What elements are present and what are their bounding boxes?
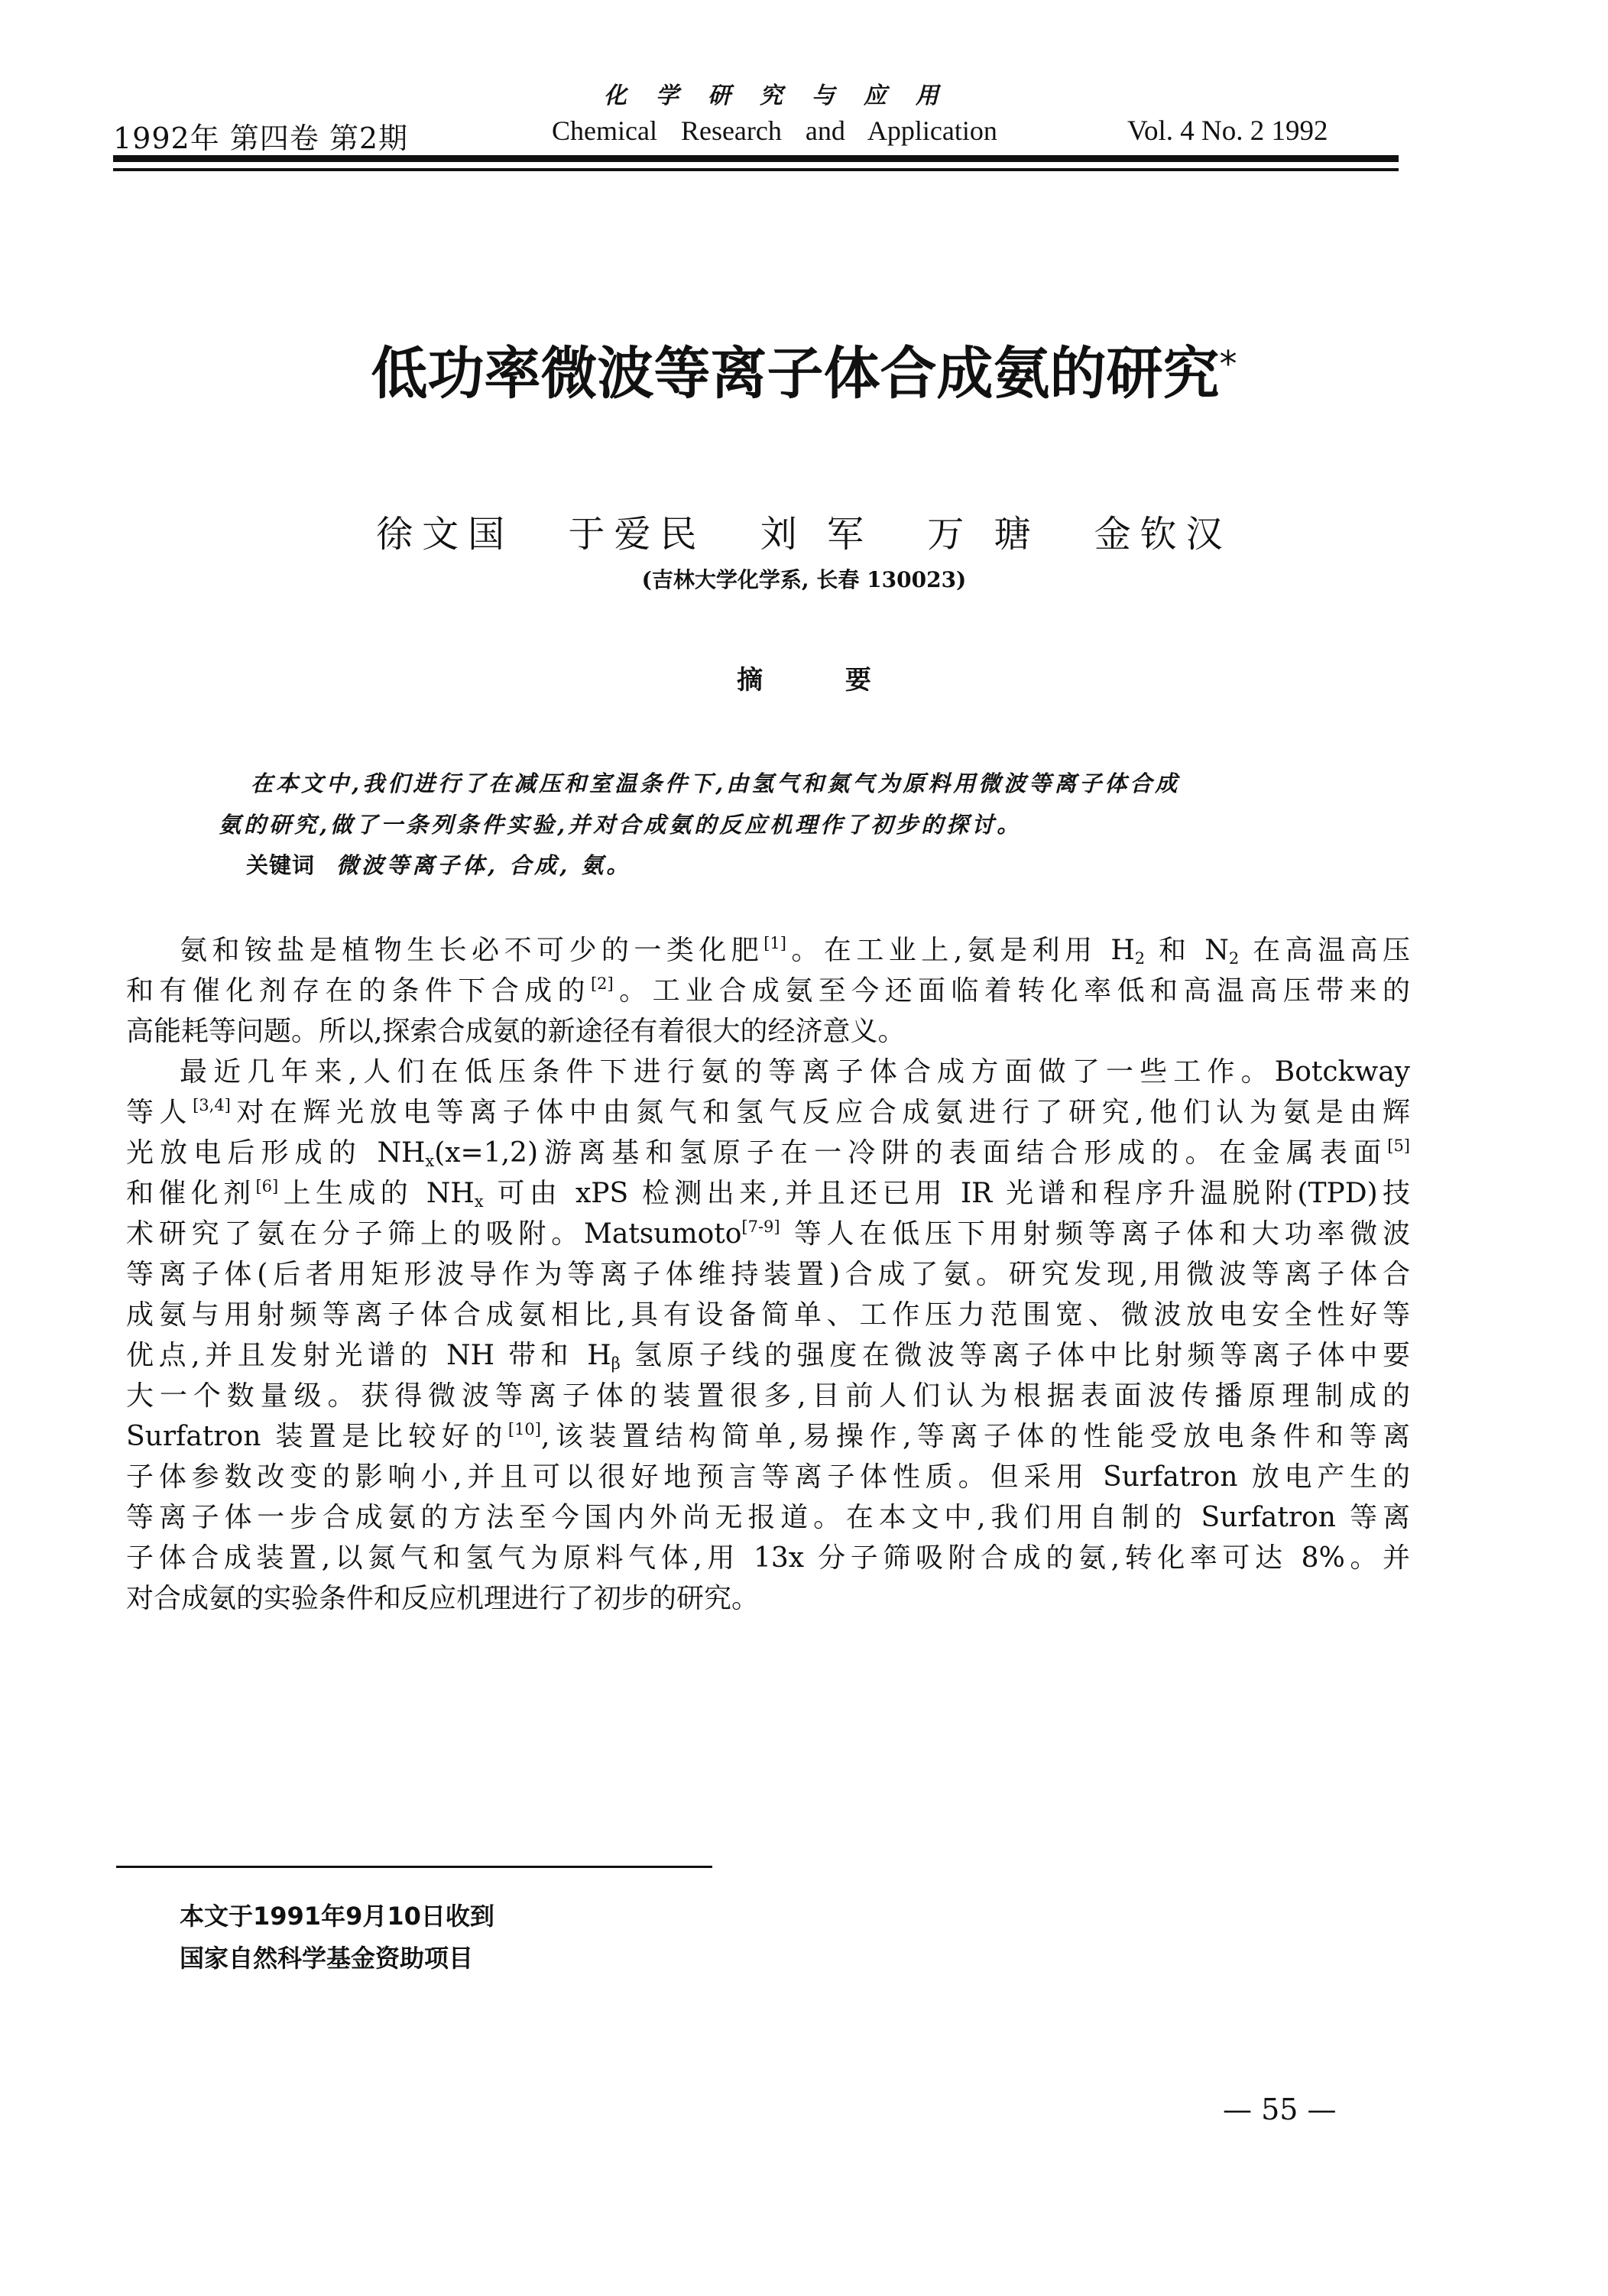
text-run: 和 N (1145, 935, 1229, 966)
abstract-heading: 摘 要 (737, 665, 908, 696)
footnote-rule (116, 1866, 712, 1868)
keywords (246, 848, 631, 880)
author: 刘 军 (760, 513, 873, 556)
author: 万 瑭 (927, 513, 1040, 556)
header-rule-thin (113, 168, 1399, 171)
body-line (126, 1015, 1410, 1049)
author: 金钦汉 (1094, 513, 1232, 556)
author: 于爱民 (568, 513, 706, 556)
text-run: 大一个数量级。获得微波等离子体的装置很多,目前人们认为根据表面波传播原理制成的 (126, 1380, 1410, 1412)
text-run: Surfatron 装置是比较好的 (126, 1421, 508, 1452)
citation-ref: [1] (763, 934, 786, 952)
body-line (180, 934, 1410, 968)
text-run: 上生成的 NH (278, 1178, 475, 1209)
header-journal-cn: 化学研究与应用 (604, 83, 968, 109)
title-footnote-mark: * (1219, 343, 1237, 384)
author: 徐文国 (376, 513, 514, 556)
author-list (0, 504, 1608, 557)
subscript: 2 (1134, 949, 1146, 968)
body-line (126, 1339, 1410, 1373)
text-run: ,该装置结构简单,易操作,等离子体的性能受放电条件和等离 (540, 1421, 1410, 1452)
body-line (126, 1501, 1410, 1535)
text-run: 等人 (126, 1097, 193, 1128)
text-run: 对在辉光放电等离子体中由氮气和氢气反应合成氨进行了研究,他们认为氨是由辉 (230, 1097, 1410, 1128)
text-run: 优点,并且发射光谱的 NH 带和 H (126, 1340, 611, 1371)
body-line (126, 1542, 1410, 1575)
header-rule-thick (113, 155, 1399, 162)
body-line (126, 1582, 1410, 1616)
body-line (126, 1258, 1410, 1292)
body-line (126, 1218, 1410, 1251)
body-line (126, 1380, 1410, 1413)
text-run: 氢原子线的强度在微波等离子体中比射频等离子体中要 (620, 1340, 1410, 1371)
text-run: 对合成氨的实验条件和反应机理进行了初步的研究。 (126, 1583, 760, 1614)
body-line (126, 1177, 1410, 1211)
keywords-label: 关键词 (246, 852, 316, 878)
citation-ref: [7-9] (741, 1218, 780, 1236)
subscript: 2 (1228, 949, 1240, 968)
text-run: 和催化剂 (126, 1178, 256, 1209)
text-run: 。在工业上,氨是利用 H (786, 935, 1135, 966)
text-run: 在高温高压 (1239, 935, 1410, 966)
footnote-funding: 国家自然科学基金资助项目 (180, 1944, 474, 1973)
text-run: 成氨与用射频等离子体合成氨相比,具有设备简单、工作压力范围宽、微波放电安全性好等 (126, 1299, 1410, 1331)
subscript: x (474, 1192, 484, 1211)
title-text: 低功率微波等离子体合成氨的研究 (371, 341, 1220, 407)
body-line (180, 1056, 1410, 1089)
text-run: 。工业合成氨至今还面临着转化率低和高温高压带来的 (613, 975, 1410, 1007)
subscript: x (425, 1152, 435, 1170)
citation-ref: [3,4] (193, 1096, 231, 1114)
text-run: 氨和铵盐是植物生长必不可少的一类化肥 (180, 935, 764, 966)
affiliation: (吉林大学化学系, 长春 130023) (641, 567, 967, 592)
body-line (126, 1137, 1410, 1170)
body-line (126, 1461, 1410, 1494)
citation-ref: [5] (1387, 1137, 1410, 1155)
header-issue-cn: 1992年 第四卷 第2期 (113, 122, 409, 155)
text-run: 光放电后形成的 NH (126, 1137, 426, 1169)
text-run: 等离子体一步合成氨的方法至今国内外尚无报道。在本文中,我们用自制的 Surfatron 等离 (126, 1502, 1410, 1533)
text-run: 最近几年来,人们在低压条件下进行氨的等离子体合成方面做了一些工作。Botckway (180, 1056, 1410, 1088)
text-run: 子体合成装置,以氮气和氢气为原料气体,用 13x 分子筛吸附合成的氨,转化率可达 8%。并 (126, 1542, 1410, 1574)
body-line (126, 1096, 1410, 1130)
subscript: β (611, 1354, 621, 1373)
text-run: 等离子体(后者用矩形波导作为等离子体维持装置)合成了氨。研究发现,用微波等离子体合 (126, 1259, 1410, 1290)
text-run: 高能耗等问题。所以,探索合成氨的新途径有着很大的经济意义。 (126, 1016, 906, 1047)
keywords-text: 微波等离子体, 合成, 氨。 (336, 852, 632, 878)
citation-ref: [2] (590, 975, 614, 993)
text-run: (x=1,2)游离基和氢原子在一冷阱的表面结合形成的。在金属表面 (434, 1137, 1388, 1169)
abstract-line: 氨的研究,做了一条列条件实验,并对合成氨的反应机理作了初步的探讨。 (219, 812, 1023, 838)
body-line (126, 975, 1410, 1008)
citation-ref: [10] (507, 1420, 541, 1438)
text-run: 和有催化剂存在的条件下合成的 (126, 975, 591, 1007)
text-run: 可由 xPS 检测出来,并且还已用 IR 光谱和程序升温脱附(TPD)技 (483, 1178, 1410, 1209)
citation-ref: [6] (255, 1177, 279, 1195)
header-issue-en: Vol. 4 No. 2 1992 (1127, 115, 1328, 147)
page-number: — 55 — (1223, 2093, 1337, 2126)
text-run: 子体参数改变的影响小,并且可以很好地预言等离子体性质。但采用 Surfatron 放电产生的 (126, 1461, 1410, 1493)
article-title (0, 329, 1608, 410)
body-line (126, 1420, 1410, 1454)
body-line (126, 1299, 1410, 1332)
abstract-line: 在本文中,我们进行了在减压和室温条件下,由氢气和氮气为原料用微波等离子体合成 (251, 770, 1181, 796)
header-journal-en: Chemical Research and Application (552, 115, 997, 146)
text-run: 术研究了氨在分子筛上的吸附。Matsumoto (126, 1218, 742, 1250)
footnote-received: 本文于1991年9月10日收到 (180, 1902, 494, 1931)
text-run: 等人在低压下用射频等离子体和大功率微波 (780, 1218, 1410, 1250)
